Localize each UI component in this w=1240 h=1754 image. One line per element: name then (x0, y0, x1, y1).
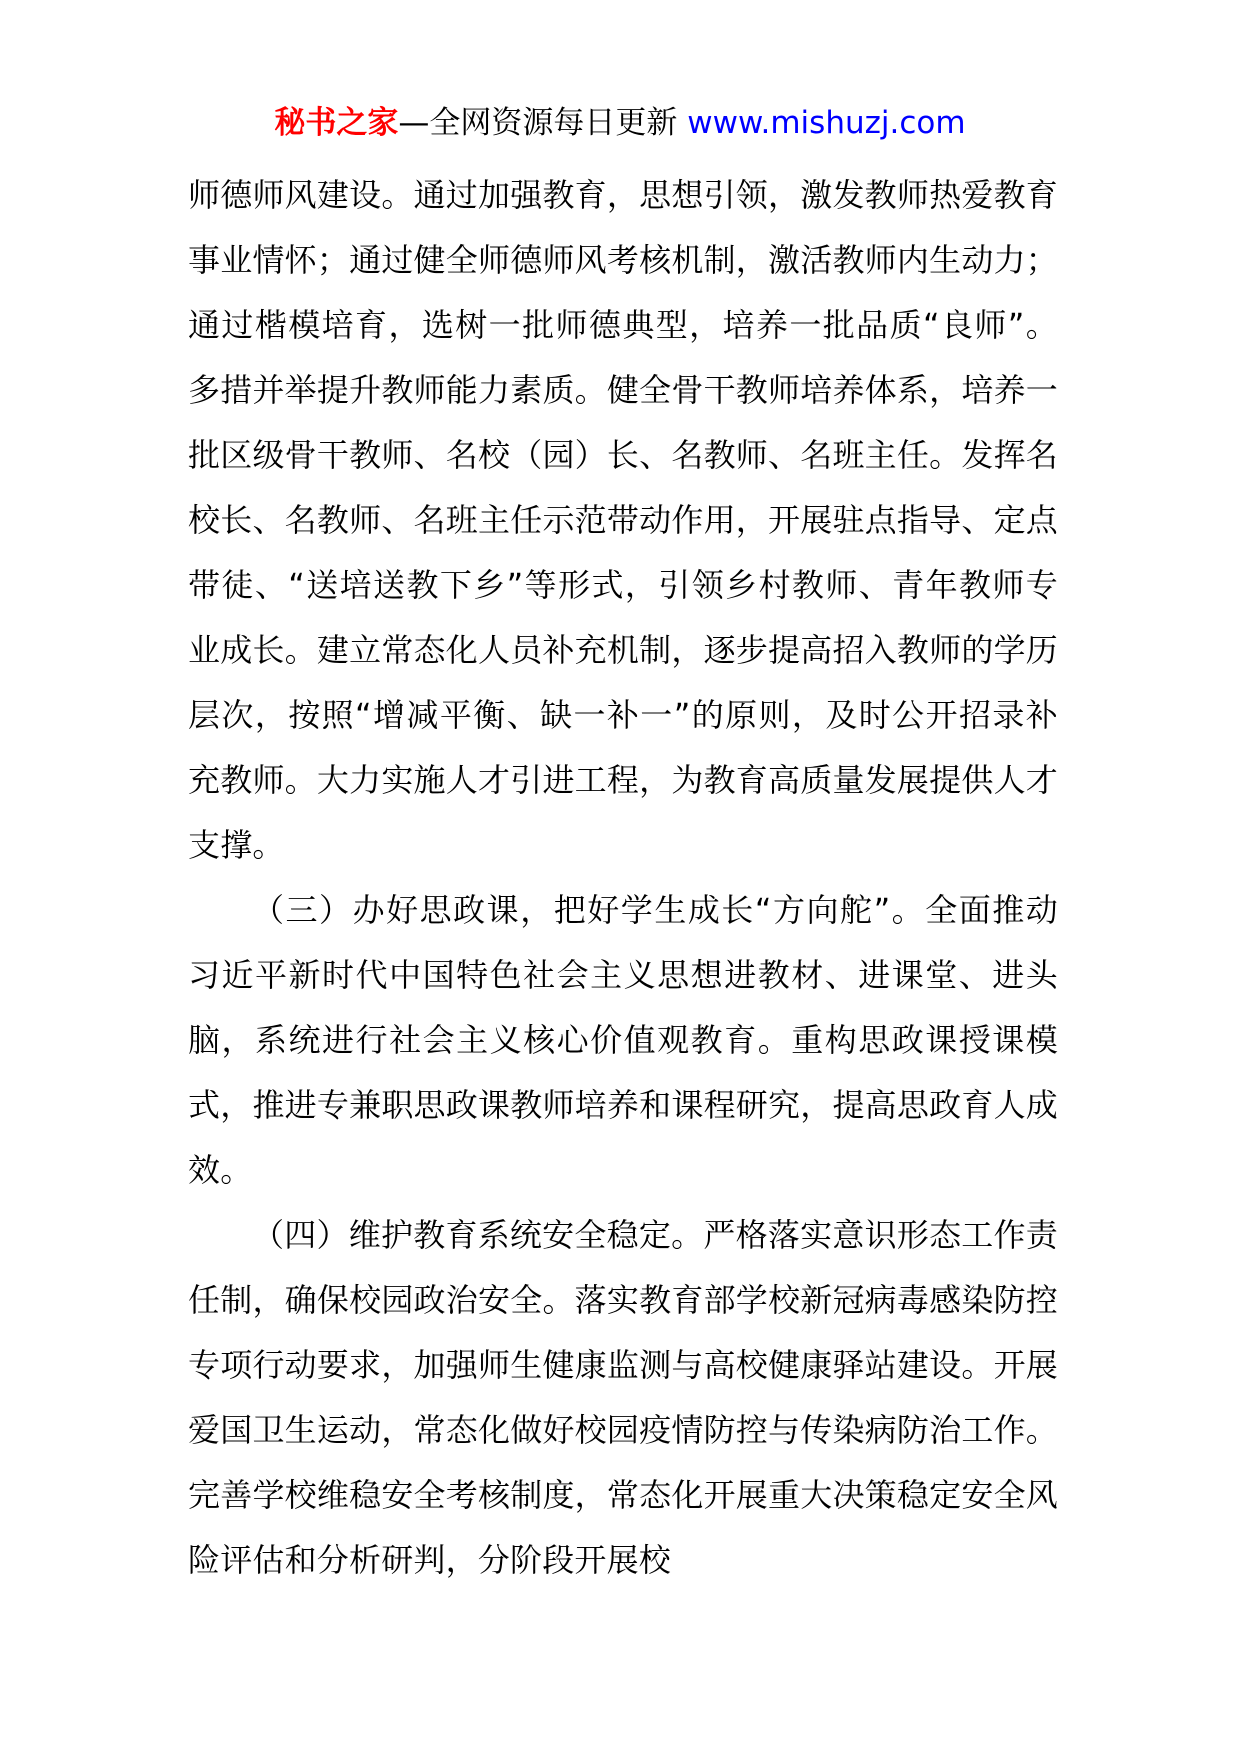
site-tagline: —全网资源每日更新 (398, 105, 688, 141)
site-header (0, 102, 1240, 144)
paragraph-section-four: （四）维护教育系统安全稳定。严格落实意识形态工作责任制，确保校园政治安全。落实教育部学校新冠病毒感染防控专项行动要求，加强师生健康监测与高校健康驿站建设。开展爱国卫生运动，常态化做好校园疫情防控与传染病防治工作。完善学校维稳安全考核制度，常态化开展重大决策稳定安全风险评估和分析研判，分阶段开展校 (188, 1216, 1058, 1579)
document-body (188, 163, 1058, 1593)
paragraph-continuation: 师德师风建设。通过加强教育，思想引领，激发教师热爱教育事业情怀；通过健全师德师风考核机制，激活教师内生动力；通过楷模培育，选树一批师德典型，培养一批品质“良师”。多措并举提升教师能力素质。健全骨干教师培养体系，培养一批区级骨干教师、名校（园）长、名教师、名班主任。发挥名校长、名教师、名班主任示范带动作用，开展驻点指导、定点带徒、“送培送教下乡”等形式，引领乡村教师、青年教师专业成长。建立常态化人员补充机制，逐步提高招入教师的学历层次，按照“增减平衡、缺一补一”的原则，及时公开招录补充教师。大力实施人才引进工程，为教育高质量发展提供人才支撑。 (188, 176, 1058, 864)
paragraph-section-three: （三）办好思政课，把好学生成长“方向舵”。全面推动习近平新时代中国特色社会主义思想进教材、进课堂、进头脑，系统进行社会主义核心价值观教育。重构思政课授课模式，推进专兼职思政课教师培养和课程研究，提高思政育人成效。 (188, 891, 1058, 1189)
site-brand: 秘书之家 (274, 105, 399, 141)
site-url[interactable]: www.mishuzj.com (687, 105, 966, 141)
